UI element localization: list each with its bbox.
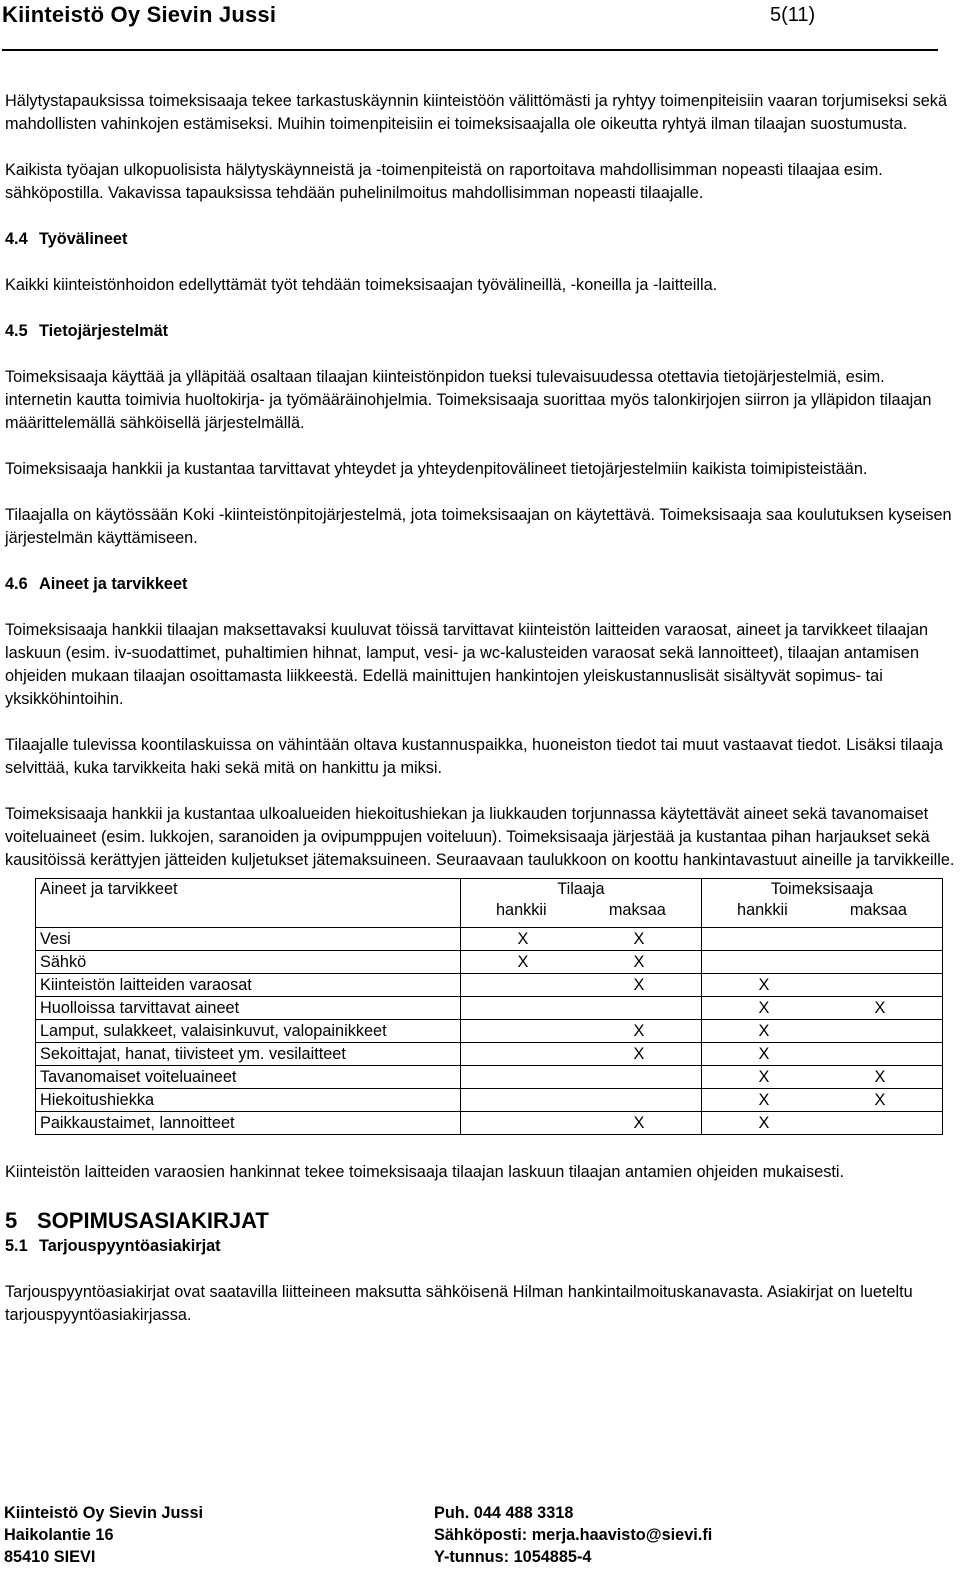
heading-5 (5, 1207, 955, 1235)
paragraph-spare-part-orders: Kiinteistön laitteiden varaosien hankinnat tekee toimeksisaaja tilaajan laskuun tilaajan antamien ohjeiden mukaisesti. (5, 1163, 844, 1181)
table-row (36, 974, 943, 997)
footer-business-id: Y-tunnus: 1054885-4 (434, 1548, 592, 1566)
toimeksisaaja-cell (701, 1043, 942, 1066)
hankkii-mark: X (758, 1021, 770, 1040)
hankkii-mark (488, 975, 558, 996)
heading-4-4 (5, 228, 955, 251)
maksaa-mark: X (633, 975, 645, 994)
heading-number: 4.5 (5, 322, 28, 340)
table-row (36, 1066, 943, 1089)
material-name: Sekoittajat, hanat, tiivisteet ym. vesilaitteet (36, 1043, 461, 1066)
heading-title: Aineet ja tarvikkeet (39, 575, 188, 593)
table-row (36, 951, 943, 974)
paragraph-connections: Toimeksisaaja hankkii ja kustantaa tarvittavat yhteydet ja yhteydenpitovälineet tietojärjestelmiin kaikista toimipisteistään. (5, 460, 868, 478)
table-row (36, 1089, 943, 1112)
paragraph-alarm-visits: Hälytystapauksissa toimeksisaaja tekee tarkastuskäynnin kiinteistöön välittömästi ja ryhtyy toimenpiteisiin vaaran torjumiseksi sekä mahdollisten vahinkojen estämiseksi. Muihin toimenpiteisiin ei toimeksisaajalla ole oikeutta ryhtyä ilman tilaajan suostumusta. (5, 92, 948, 133)
maksaa-mark: X (633, 952, 645, 971)
heading-title: Työvälineet (39, 230, 128, 248)
tilaaja-cell (460, 951, 701, 974)
toimeksisaaja-cell (701, 951, 942, 974)
maksaa-mark (845, 1021, 915, 1042)
footer-email: Sähköposti: merja.haavisto@sievi.fi (434, 1526, 713, 1544)
hankkii-mark: X (758, 1113, 770, 1132)
toimeksisaaja-cell (701, 1112, 942, 1135)
heading-number: 4.4 (5, 230, 28, 248)
paragraph-information-systems: Toimeksisaaja käyttää ja ylläpitää osaltaan tilaajan kiinteistönpidon tueksi tulevaisuudessa otettavia tietojärjestelmiä, esim. internetin kautta toimivia huoltokirja- ja työmääräinohjelmia. Toimeksisaaja suorittaa myös talonkirjojen siirron ja ylläpidon tilaajan määrittelemällä sähköisellä järjestelmällä. (5, 368, 932, 432)
tilaaja-cell (460, 974, 701, 997)
material-name: Paikkaustaimet, lannoitteet (36, 1112, 461, 1135)
header-company: Kiinteistö Oy Sievin Jussi (2, 2, 277, 27)
maksaa-mark: X (633, 929, 645, 948)
maksaa-mark: X (633, 1113, 645, 1132)
footer-company: Kiinteistö Oy Sievin Jussi (4, 1504, 204, 1522)
toimeksisaaja-cell (701, 974, 942, 997)
toimeksisaaja-cell (701, 1089, 942, 1112)
heading-title: Tietojärjestelmät (39, 322, 169, 340)
toimeksisaaja-cell (701, 928, 942, 951)
paragraph-spare-parts: Toimeksisaaja hankkii tilaajan maksettavaksi kuuluvat töissä tarvittavat kiinteistön laitteiden varaosat, aineet ja tarvikkeet tilaajan laskuun (esim. iv-suodattimet, puhaltimien hihnat, lamput, vesi- ja wc-kalusteiden varaosat sekä lannoitteet), tilaajan antamisen ohjeiden mukaan tilaajan osoittamasta liikkeestä. Edellä mainittujen hankintojen yleiskustannuslisät sisältyvät sopimus- tai yksikköhintoihin. (5, 621, 929, 708)
materials-table (35, 878, 943, 1135)
tilaaja-cell (460, 1066, 701, 1089)
material-name: Kiinteistön laitteiden varaosat (36, 974, 461, 997)
table-row (36, 1043, 943, 1066)
hankkii-mark: X (758, 998, 770, 1017)
table-row (36, 1020, 943, 1043)
footer-address: Haikolantie 16 (4, 1526, 114, 1544)
sub-label-hankkii: hankkii (737, 901, 788, 919)
tilaaja-cell (460, 997, 701, 1020)
table-header-toimeksisaaja (701, 879, 942, 928)
hankkii-mark: X (517, 929, 529, 948)
paragraph-sanding-lubricants: Toimeksisaaja hankkii ja kustantaa ulkoalueiden hiekoitushiekan ja liukkauden torjunnassa käytettävät aineet sekä tavanomaiset voiteluaineet (esim. lukkojen, saranoiden ja ovipumppujen voiteluun). Toimeksisaaja järjestää ja kustantaa pihan harjaukset sekä kausitöissä kerättyjen jätteiden kuljetukset jätemaksuineen. Seuraavaan taulukkoon on koottu hankintavastuut aineille ja tarvikkeille. (5, 805, 955, 869)
document-body (5, 90, 955, 1350)
toimeksisaaja-cell (701, 1066, 942, 1089)
maksaa-mark: X (874, 1067, 886, 1086)
maksaa-mark: X (874, 1090, 886, 1109)
heading-5-1 (5, 1235, 955, 1258)
material-name: Huolloissa tarvittavat aineet (36, 997, 461, 1020)
hankkii-mark: X (758, 1044, 770, 1063)
sub-label-maksaa: maksaa (608, 901, 666, 919)
material-name: Lamput, sulakkeet, valaisinkuvut, valopainikkeet (36, 1020, 461, 1043)
heading-number: 4.6 (5, 575, 28, 593)
hankkii-mark (488, 1044, 558, 1065)
heading-title: Tarjouspyyntöasiakirjat (39, 1237, 221, 1255)
heading-4-6 (5, 573, 955, 596)
hankkii-mark: X (758, 975, 770, 994)
table-row (36, 997, 943, 1020)
paragraph-tender-documents: Tarjouspyyntöasiakirjat ovat saatavilla liitteineen maksutta sähköisenä Hilman hankintailmoituskanavasta. Asiakirjat on lueteltu tarjouspyyntöasiakirjassa. (5, 1283, 913, 1324)
group-label: Toimeksisaaja (770, 880, 874, 898)
table-header-materials: Aineet ja tarvikkeet (36, 879, 461, 928)
material-name: Sähkö (36, 951, 461, 974)
hankkii-mark: X (517, 952, 529, 971)
tilaaja-cell (460, 1020, 701, 1043)
hankkii-mark (488, 1021, 558, 1042)
sub-label-hankkii: hankkii (495, 901, 547, 919)
sub-label-maksaa: maksaa (849, 901, 907, 919)
header-divider (2, 49, 938, 51)
table-header-tilaaja (460, 879, 701, 928)
page-footer (4, 1502, 954, 1568)
maksaa-mark (845, 1044, 915, 1065)
table-row (36, 928, 943, 951)
heading-number: 5 (5, 1208, 18, 1233)
paragraph-koki-system: Tilaajalla on käytössään Koki -kiinteistönpitojärjestelmä, jota toimeksisaajan on käytettävä. Toimeksisaaja saa koulutuksen kyseisen järjestelmän käyttämiseen. (5, 506, 952, 547)
maksaa-mark (845, 1113, 915, 1134)
material-name: Hiekoitushiekka (36, 1089, 461, 1112)
tilaaja-cell (460, 1089, 701, 1112)
hankkii-mark (488, 1113, 558, 1134)
hankkii-mark: X (758, 1090, 770, 1109)
page-number: 5(11) (770, 4, 816, 26)
toimeksisaaja-cell (701, 997, 942, 1020)
heading-title: SOPIMUSASIAKIRJAT (37, 1208, 269, 1233)
footer-phone: Puh. 044 488 3318 (434, 1504, 574, 1522)
tilaaja-cell (460, 1112, 701, 1135)
tilaaja-cell (460, 1043, 701, 1066)
material-name: Tavanomaiset voiteluaineet (36, 1066, 461, 1089)
maksaa-mark: X (633, 1044, 645, 1063)
table-header-row (36, 879, 943, 928)
table-row (36, 1112, 943, 1135)
hankkii-mark: X (758, 1067, 770, 1086)
paragraph-reporting: Kaikista työajan ulkopuolisista hälytyskäynneistä ja -toimenpiteistä on raportoitava mahdollisimman nopeasti tilaajaa esim. sähköpostilla. Vakavissa tapauksissa tehdään puhelinilmoitus mahdollisimman nopeasti tilaajalle. (5, 161, 883, 202)
toimeksisaaja-cell (701, 1020, 942, 1043)
maksaa-mark: X (633, 1021, 645, 1040)
material-name: Vesi (36, 928, 461, 951)
heading-number: 5.1 (5, 1237, 28, 1255)
maksaa-mark (845, 975, 915, 996)
footer-postal: 85410 SIEVI (4, 1548, 96, 1566)
maksaa-mark: X (874, 998, 886, 1017)
paragraph-invoices: Tilaajalle tulevissa koontilaskuissa on vähintään oltava kustannuspaikka, huoneiston tiedot tai muut vastaavat tiedot. Lisäksi tilaaja selvittää, kuka tarvikkeita haki sekä mitä on hankittu ja miksi. (5, 736, 943, 777)
paragraph-tools: Kaikki kiinteistönhoidon edellyttämät työt tehdään toimeksisaajan työvälineillä, -koneilla ja -laitteilla. (5, 276, 718, 294)
heading-4-5 (5, 320, 955, 343)
tilaaja-cell (460, 928, 701, 951)
group-label: Tilaaja (557, 880, 605, 898)
